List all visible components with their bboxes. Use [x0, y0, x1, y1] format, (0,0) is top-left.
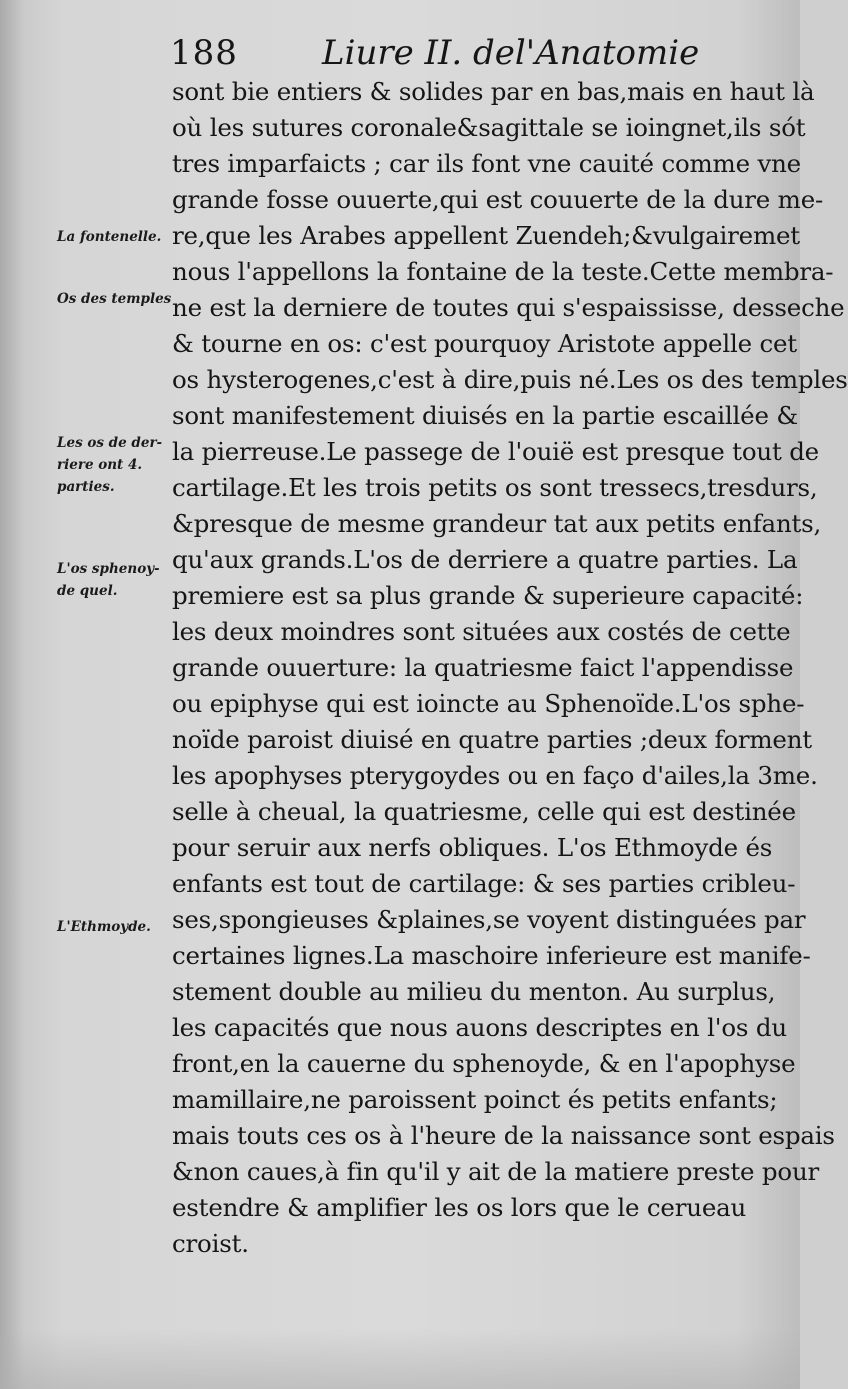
margin-note-line: Les os de der- [57, 435, 163, 451]
text-line: estendre & amplifier les os lors que le cerueau [172, 1193, 747, 1222]
text-line: les apophyses pterygoydes ou en faço d'ailes,la 3me. [172, 761, 818, 790]
text-line: croist. [172, 1229, 249, 1258]
text-line: selle à cheual, la quatriesme, celle qui est destinée [172, 797, 796, 826]
text-line: les deux moindres sont situées aux costés de cette [172, 617, 791, 646]
margin-note-line: La fontenelle. [57, 229, 162, 245]
page-header [170, 30, 770, 76]
margin-note-line: L'Ethmoyde. [57, 919, 151, 935]
text-line: noïde paroist diuisé en quatre parties ;deux forment [172, 725, 812, 754]
text-line: ou epiphyse qui est ioincte au Sphenoïde.L'os sphe- [172, 689, 805, 718]
text-line: les capacités que nous auons descriptes en l'os du [172, 1013, 787, 1042]
text-line: sont manifestement diuisés en la partie escaillée & [172, 401, 798, 430]
text-line: premiere est sa plus grande & superieure capacité: [172, 581, 804, 610]
text-line: ne est la derniere de toutes qui s'espaississe, desseche [172, 293, 845, 322]
margin-note-line: L'os sphenoy- [57, 561, 160, 577]
text-line: qu'aux grands.L'os de derriere a quatre parties. La [172, 545, 798, 574]
text-line: os hysterogenes,c'est à dire,puis né.Les os des temples [172, 365, 848, 394]
margin-note-line: riere ont 4. [57, 457, 143, 473]
main-text-block [172, 74, 848, 1262]
text-line: tres imparfaicts ; car ils font vne cauité comme vne [172, 149, 801, 178]
text-line: &non caues,à fin qu'il y ait de la matiere preste pour [172, 1157, 820, 1186]
running-title: Liure II. del'Anatomie [322, 33, 700, 73]
text-line: cartilage.Et les trois petits os sont tressecs,tresdurs, [172, 473, 818, 502]
text-line: &presque de mesme grandeur tat aux petits enfants, [172, 509, 822, 538]
text-line: enfants est tout de cartilage: & ses parties cribleu- [172, 869, 796, 898]
text-line: grande fosse ouuerte,qui est couuerte de la dure me- [172, 185, 824, 214]
text-line: certaines lignes.La maschoire inferieure est manife- [172, 941, 811, 970]
text-line: nous l'appellons la fontaine de la teste.Cette membra- [172, 257, 834, 286]
text-line: front,en la cauerne du sphenoyde, & en l'apophyse [172, 1049, 796, 1078]
text-line: sont bie entiers & solides par en bas,mais en haut là [172, 77, 815, 106]
margin-note-derriere [57, 432, 175, 498]
page-number: 188 [170, 33, 238, 73]
text-line: stement double au milieu du menton. Au surplus, [172, 977, 776, 1006]
margin-note-fontenelle [57, 226, 175, 248]
margin-note-sphenoyde [57, 558, 175, 602]
margin-note-ethmoyde [57, 916, 175, 938]
text-line: & tourne en os: c'est pourquoy Aristote appelle cet [172, 329, 797, 358]
page-gutter-shadow [0, 0, 24, 1389]
margin-note-line: Os des temples [57, 291, 172, 307]
page-bottom-shadow [0, 1329, 800, 1389]
text-line: la pierreuse.Le passege de l'ouië est presque tout de [172, 437, 819, 466]
text-line: mamillaire,ne paroissent poinct és petits enfants; [172, 1085, 778, 1114]
margin-note-line: de quel. [57, 583, 118, 599]
text-line: re,que les Arabes appellent Zuendeh;&vulgairemet [172, 221, 800, 250]
margin-note-temples [57, 288, 175, 310]
text-line: où les sutures coronale&sagittale se ioingnet,ils sót [172, 113, 806, 142]
text-line: mais touts ces os à l'heure de la naissance sont espais [172, 1121, 835, 1150]
text-line: pour seruir aux nerfs obliques. L'os Ethmoyde és [172, 833, 773, 862]
margin-note-line: parties. [57, 479, 115, 495]
text-line: grande ouuerture: la quatriesme faict l'appendisse [172, 653, 794, 682]
text-line: ses,spongieuses &plaines,se voyent distinguées par [172, 905, 806, 934]
